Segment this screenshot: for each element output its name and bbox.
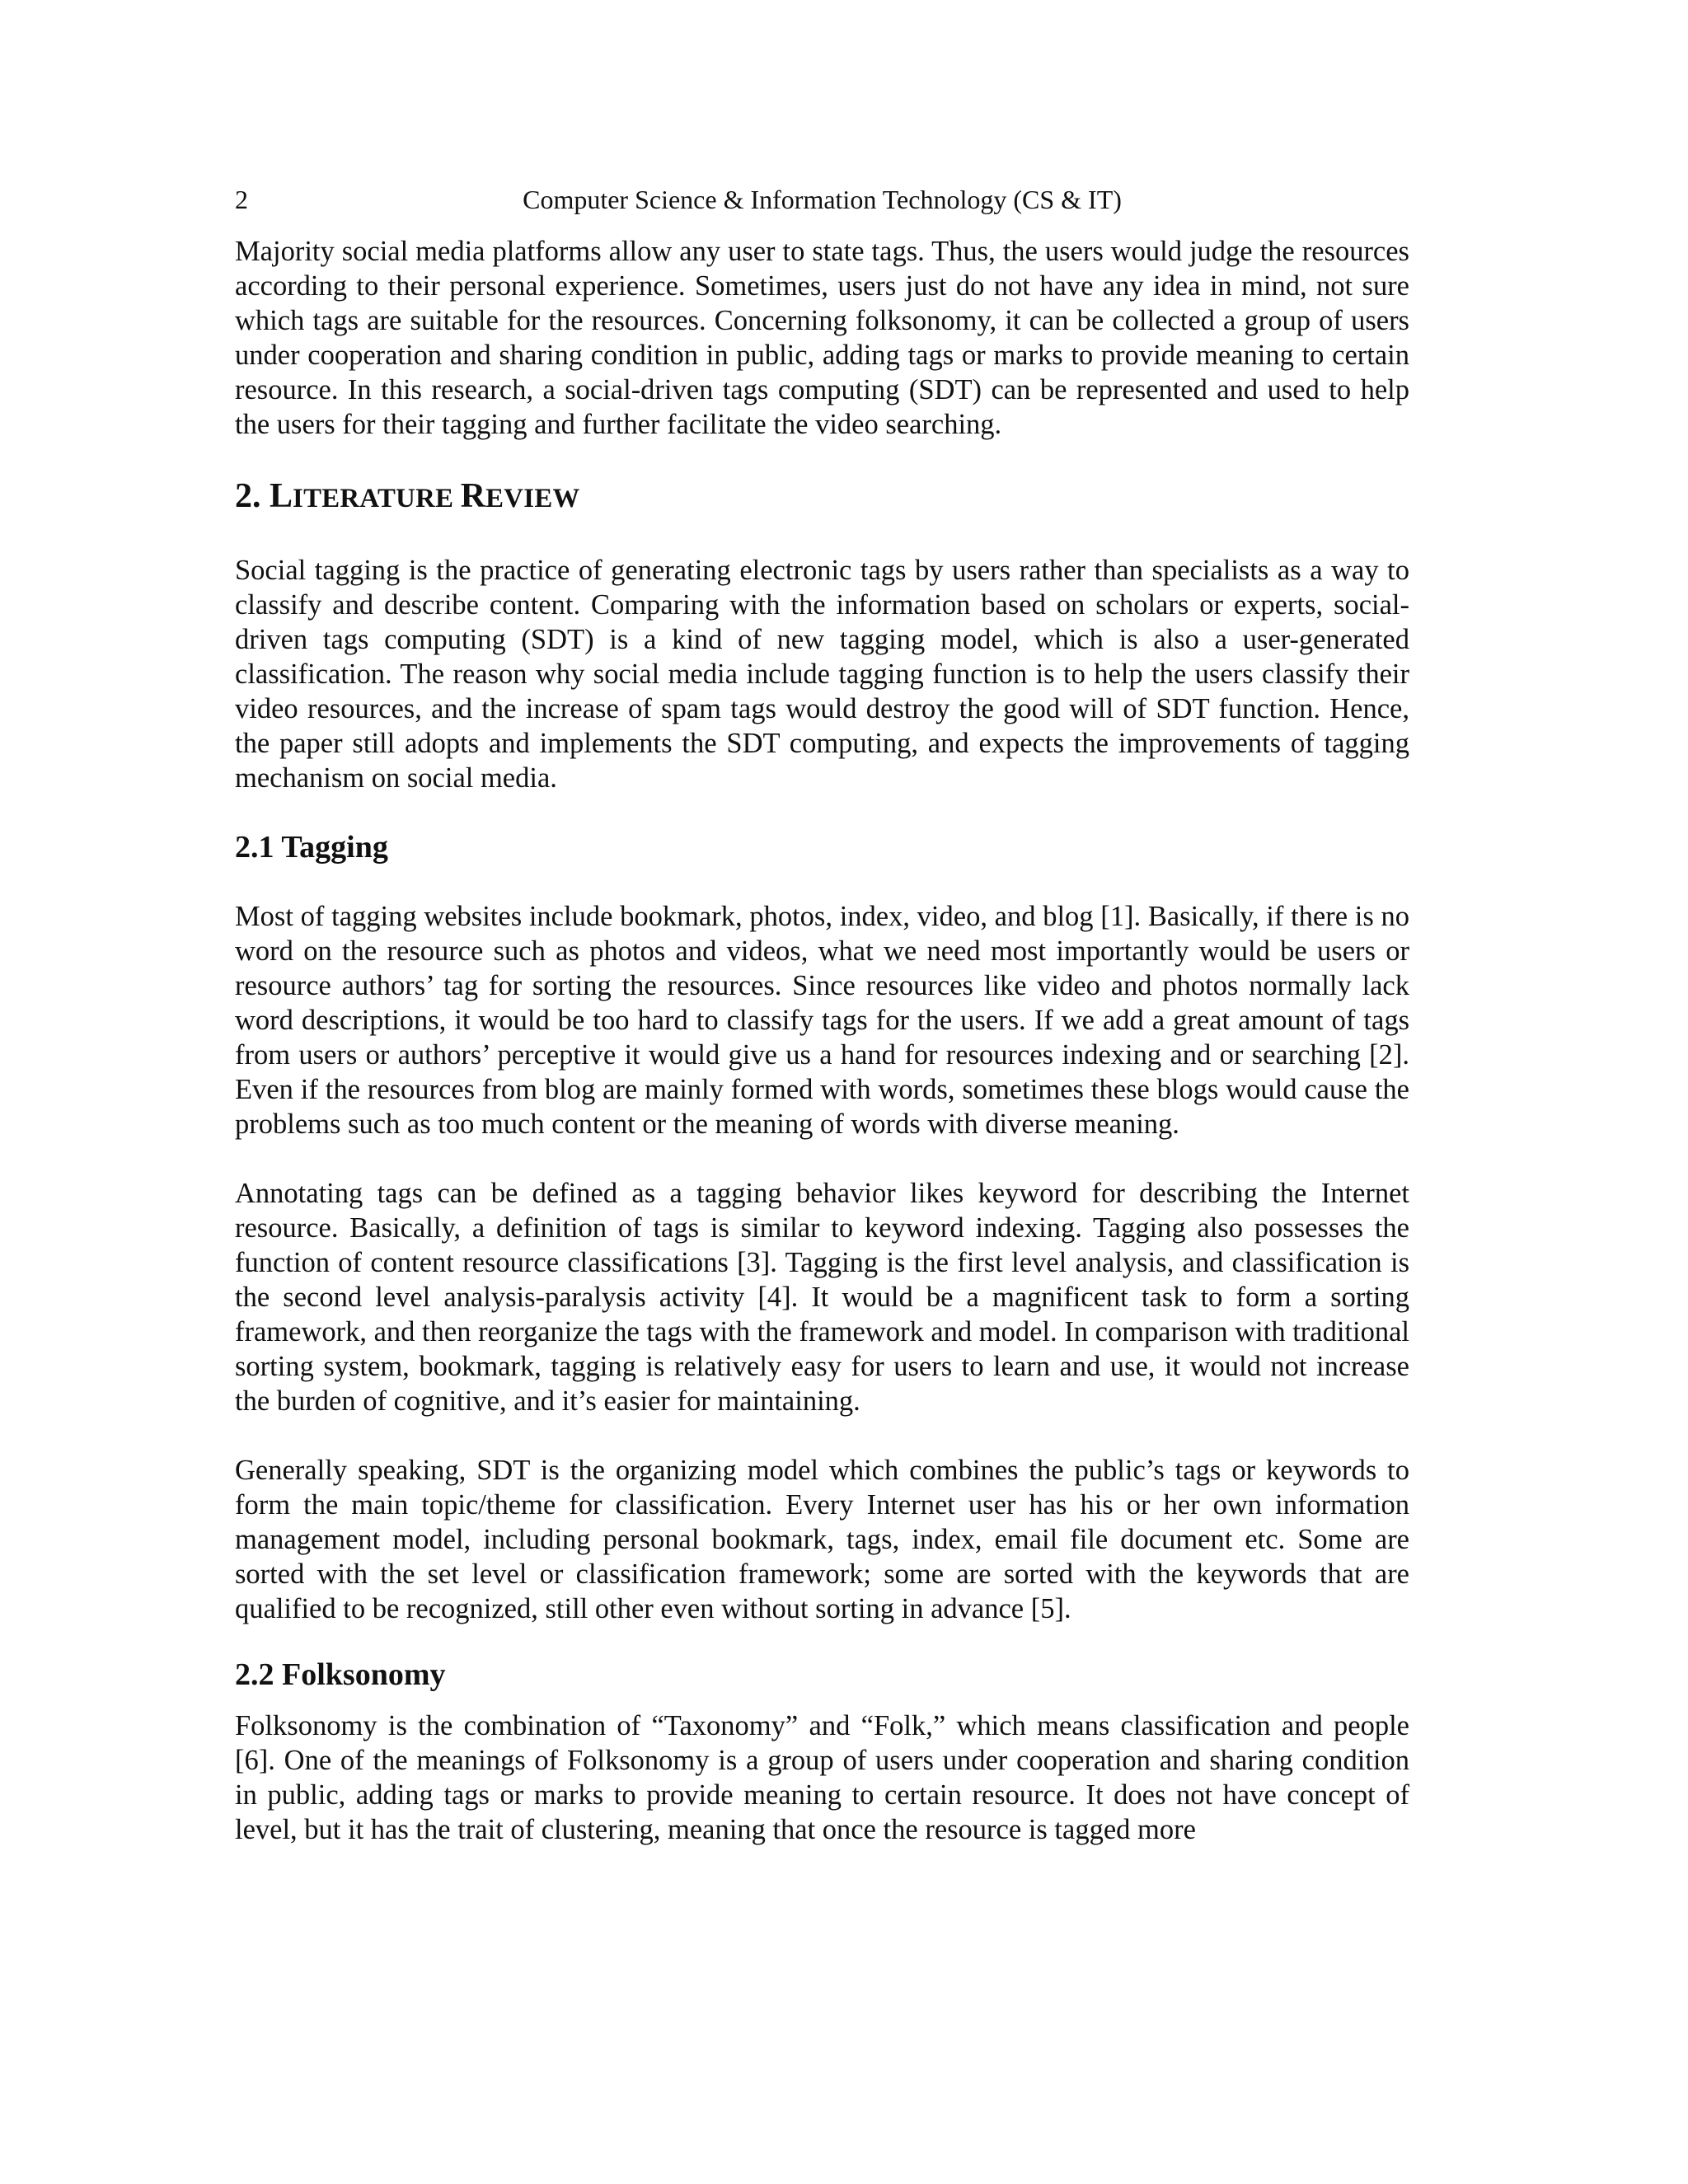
subsection-heading-tagging: 2.1 Tagging [235, 830, 388, 865]
tagging-paragraph-3: Generally speaking, SDT is the organizing model which combines the public’s tags or keywords to form the main topic/theme for classification. Every Internet user has his or her own information management model, including personal bookmark, tags, index, email file document etc. Some are sorted with the set level or classification framework; some are sorted with the keywords that are qualified to be recognized, still other even without sorting in advance [5]. [235, 1455, 1409, 1624]
section-title-rest-l: ITERATURE [293, 484, 461, 513]
page-number: 2 [235, 185, 248, 214]
section-title-cap-l: L [270, 477, 293, 515]
section-number: 2. [235, 477, 270, 515]
tagging-paragraph-2: Annotating tags can be defined as a tagging behavior likes keyword for describing the Internet resource. Basically, a definition of tags is similar to keyword indexing. Tagging also possesses the function of content resource classifications [3]. Tagging is the first level analysis, and classification is the second level analysis-paralysis activity [4]. It would be a magnificent task to form a sorting framework, and then reorganize the tags with the framework and model. In comparison with traditional sorting system, bookmark, tagging is relatively easy for users to learn and use, it would not increase the burden of cognitive, and it’s easier for maintaining. [235, 1178, 1409, 1417]
folksonomy-paragraph: Folksonomy is the combination of “Taxonomy” and “Folk,” which means classification and people [6]. One of the meanings of Folksonomy is a group of users under cooperation and sharing condition in public, adding tags or marks to provide meaning to certain resource. It does not have concept of level, but it has the trait of clustering, meaning that once the resource is tagged more [235, 1710, 1409, 1845]
literature-review-paragraph: Social tagging is the practice of generating electronic tags by users rather than specialists as a way to classify and describe content. Comparing with the information based on scholars or experts, social-driven tags computing (SDT) is a kind of new tagging model, which is also a user-generated classification. The reason why social media include tagging function is to help the users classify their video resources, and the increase of spam tags would destroy the good will of SDT function. Hence, the paper still adopts and implements the SDT computing, and expects the improvements of tagging mechanism on social media. [235, 555, 1409, 794]
running-header [235, 181, 1409, 218]
section-title-rest-r: EVIEW [485, 484, 580, 513]
journal-name: Computer Science & Information Technology (CS & IT) [523, 185, 1122, 214]
section-title-cap-r: R [460, 477, 486, 515]
tagging-paragraph-1: Most of tagging websites include bookmark, photos, index, video, and blog [1]. Basically, if there is no word on the resource such as photos and videos, what we need most importantly would be users or resource authors’ tag for sorting the resources. Since resources like video and photos normally lack word descriptions, it would be too hard to classify tags for the users. If we add a great amount of tags from users or authors’ perceptive it would give us a hand for resources indexing and or searching [2]. Even if the resources from blog are mainly formed with words, sometimes these blogs would cause the problems such as too much content or the meaning of words with diverse meaning. [235, 901, 1409, 1140]
subsection-heading-folksonomy: 2.2 Folksonomy [235, 1657, 446, 1692]
intro-paragraph: Majority social media platforms allow any user to state tags. Thus, the users would judge the resources according to their personal experience. Sometimes, users just do not have any idea in mind, not sure which tags are suitable for the resources. Concerning folksonomy, it can be collected a group of users under cooperation and sharing condition in public, adding tags or marks to provide meaning to certain resource. In this research, a social-driven tags computing (SDT) can be represented and used to help the users for their tagging and further facilitate the video searching. [235, 236, 1409, 440]
section-heading-literature-review [235, 475, 1409, 520]
paper-page [235, 181, 1409, 1847]
